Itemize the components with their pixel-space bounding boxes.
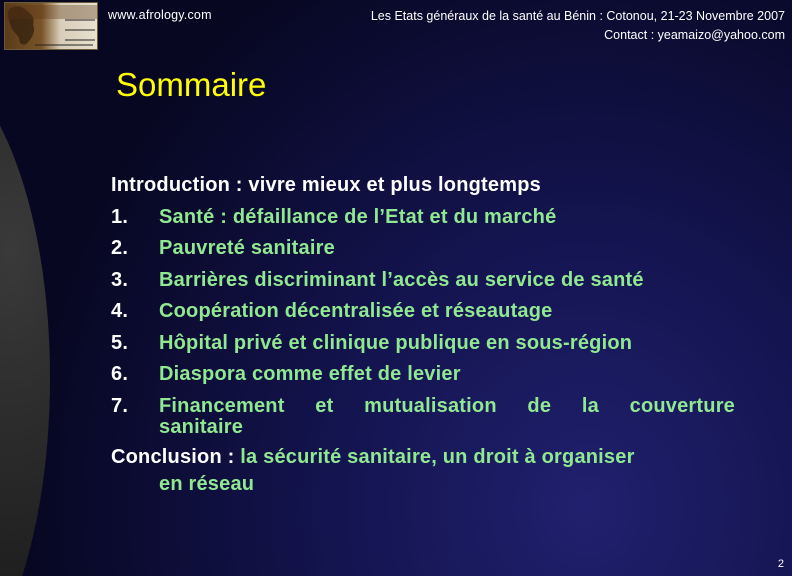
decorative-swoosh bbox=[0, 58, 50, 576]
toc-item-text: Diaspora comme effet de levier bbox=[159, 363, 461, 385]
toc-item-text: Santé : défaillance de l’Etat et du marché bbox=[159, 205, 557, 228]
toc-item bbox=[111, 328, 735, 360]
toc-item-number: 4. bbox=[111, 300, 129, 322]
toc-item bbox=[111, 265, 735, 297]
toc-item-number: 5. bbox=[111, 331, 129, 354]
toc-item-number: 1. bbox=[111, 205, 129, 228]
afrology-logo-image bbox=[5, 3, 97, 49]
afrology-logo bbox=[4, 2, 98, 50]
toc-item-text: Coopération décentralisée et réseautage bbox=[159, 300, 553, 322]
toc-item bbox=[111, 233, 735, 265]
toc-item-text: Pauvreté sanitaire bbox=[159, 237, 335, 259]
toc-item-text: Financement et mutualisation de la couverture bbox=[159, 394, 735, 417]
intro-line: Introduction : vivre mieux et plus longtemps bbox=[111, 174, 541, 196]
toc-item-continuation: sanitaire bbox=[159, 416, 244, 438]
toc-item-text: Barrières discriminant l’accès au service de santé bbox=[159, 268, 644, 291]
toc-item bbox=[111, 296, 735, 328]
header-info bbox=[371, 7, 785, 45]
toc-item bbox=[111, 359, 735, 391]
page-number: 2 bbox=[777, 558, 784, 570]
conclusion-text: la sécurité sanitaire, un droit à organiser bbox=[240, 446, 635, 468]
site-url[interactable]: www.afrology.com bbox=[108, 8, 212, 22]
toc-item-number: 2. bbox=[111, 237, 129, 259]
event-line: Les Etats généraux de la santé au Bénin : Cotonou, 21-23 Novembre 2007 bbox=[370, 9, 785, 23]
toc-item-number: 7. bbox=[111, 394, 129, 417]
contact-line: Contact : yeamaizo@yahoo.com bbox=[604, 28, 785, 42]
conclusion-continuation: en réseau bbox=[159, 473, 255, 495]
conclusion-line bbox=[111, 444, 735, 471]
toc-item-text: Hôpital privé et clinique publique en sous-région bbox=[159, 331, 633, 354]
toc-item-number: 3. bbox=[111, 268, 129, 291]
toc-item-number: 6. bbox=[111, 363, 129, 385]
toc-item bbox=[111, 202, 735, 234]
slide-title: Sommaire bbox=[116, 66, 267, 103]
conclusion-label: Conclusion : bbox=[111, 446, 235, 468]
table-of-contents bbox=[111, 170, 735, 498]
